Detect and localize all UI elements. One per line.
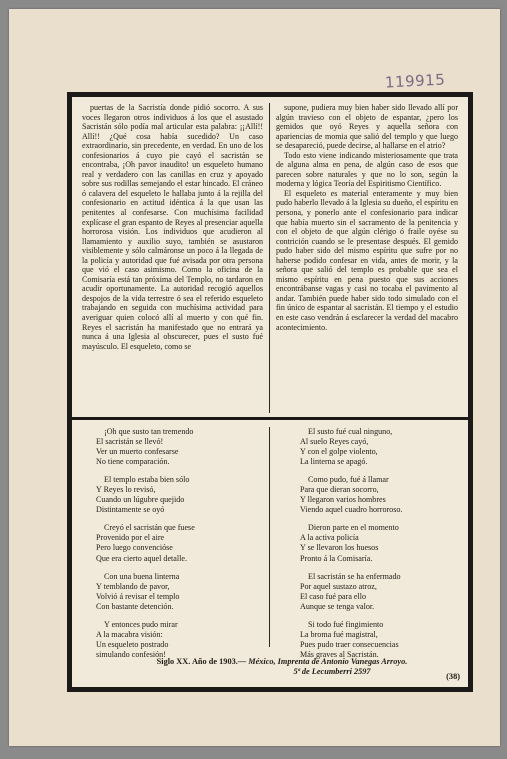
poem-verse: La broma fué magistral,: [300, 629, 378, 639]
prose-section: [78, 103, 462, 413]
page-number: (38): [446, 672, 460, 681]
poem-column-right: [270, 427, 462, 659]
poem-stanza: [96, 572, 269, 612]
poem-verse: Volvió á revisar el templo: [96, 591, 180, 601]
poem-verse: Creyó el sacristán que fuese: [104, 523, 195, 533]
prose-column-left: [78, 103, 270, 413]
poem-verse: Con bastante detención.: [96, 601, 174, 611]
prose-column-right: [270, 103, 462, 413]
poem-verse: Y llegaron varios hombres: [300, 495, 386, 505]
poem-column-left: [78, 427, 270, 659]
poem-verse: Pronto á la Comisaría.: [300, 553, 373, 563]
poem-verse: Como pudo, fué á llamar: [308, 475, 389, 485]
poem-verse: A la macabra visión:: [96, 629, 163, 639]
footer-imprint: México, Imprenta de Antonio Vanegas Arroyo.: [248, 657, 408, 666]
print-frame: [67, 92, 473, 692]
poem-verse: Con una buena linterna: [104, 571, 180, 581]
poem-stanza: [96, 475, 269, 515]
poem-verse: Y entonces pudo mirar: [104, 619, 178, 629]
poem-stanza: [300, 427, 462, 467]
poem-verse: Si todo fué fingimiento: [308, 619, 384, 629]
poem-section: [78, 427, 462, 659]
footer-year: Siglo XX. Año de 1903.—: [156, 657, 247, 666]
poem-verse: Para que dieran socorro,: [300, 485, 379, 495]
poem-verse: Ver un muerto confesarse: [96, 447, 179, 457]
poem-verse: Provenido por el aire: [96, 533, 165, 543]
prose-paragraph: puertas de la Sacristía donde pidió socorro. A sus voces llegaron otros individuos á los que el asustado Sacristán sólo podía mal articular esta palabra: ¡¡Allí!! Allí!! ¿Qué cosa había sucedido? Un caso extraordinario, sin precedente, en verdad. En uno de los confesionarios á cuyo pie cayó el sacristán se encontraba, ¡Oh pavor inaudito! un esqueleto humano real y verdadero con las canillas en cruz y apoyado sobre sus rodillas semejando el estar hincado. El cráneo ó calavera del esqueleto le hallaba junto á la rejilla del confesionario en actitud idéntica á la que usan las penitentes al confesarse. Con muchísima facilidad explícase el gran espanto de Reyes al presenciar aquella horrorosa visión. Los individuos que acudieron al llamamiento y auxilio suyo, también se asustaron visiblemente y sólo calmáronse un poco á la llegada de la policía y autoridad que fué avisada por otra persona que vió el caso asimismo. Como la oficina de la Comisaría está tan próxima del Templo, no tardaron en acudir oportunamente. La autoridad recogió aquellos despojos de la vida terrestre ó sea el referido esqueleto trabajando en seguida con muchísima actividad para averiguar quien colocó allí al muerto y con qué fin. Reyes el sacristán ha manifestado que no entrará ya nunca á una Iglesia al obscurecer, pues el susto fué mayúsculo. El esqueleto, como se: [82, 103, 263, 351]
poem-verse: Y Reyes lo revisó,: [96, 485, 156, 495]
poem-verse: ¡Oh que susto tan tremendo: [104, 427, 194, 436]
poem-verse: El templo estaba bien sólo: [104, 475, 190, 485]
prose-paragraph: Todo esto viene indicando misteriosamente que trata de alguna alma en pena, de algún caso de esos que parecen sobre naturales y que no lo son, según la moderna y lógica Teoría del Espiritismo Científico.: [276, 150, 458, 189]
poem-verse: Pero luego convencióse: [96, 543, 173, 553]
catalog-number: 119915: [384, 70, 446, 92]
prose-paragraph: El esqueleto es material enteramente y muy bien pudo haberlo llevado á la Iglesia su dueño, el espíritu en persona, y ponerlo ante el confesionario para indicar que había muerto sin el sacramento de la penitencia y con el objeto de que algún clérigo ó fraile oyése su contrición cuando se le presentase después. El gemido pudo haber sido del mismo espíritu que sufre por no haberse podido confesar en vida, antes de morir, y la señora que salió del templo es probable que sea el mismo espíritu en pena puesto que sus acciones encontrábanse vagas y casi no tocaba el pavimento al andar. También puede haber sido todo simulado con el fin único de espantar al sacristán. El tiempo y el estudio en este caso vendrán á esclarecer la verdad del macabro acontecimiento.: [276, 188, 458, 332]
poem-verse: La linterna se apagó.: [300, 457, 368, 467]
poem-verse: Que era cierto aquel detalle.: [96, 553, 188, 563]
poem-verse: Más graves al Sacristán.: [300, 649, 379, 659]
poem-verse: Y se llevaron los huesos: [300, 543, 379, 553]
poem-verse: Viendo aquel cuadro horroroso.: [300, 505, 403, 515]
poem-verse: A la activa policía: [300, 533, 359, 543]
poem-stanza: [300, 475, 462, 515]
poem-verse: Cuando un lúgubre quejido: [96, 495, 185, 505]
poem-verse: simulando confesión!: [96, 649, 166, 659]
prose-paragraph: supone, pudiera muy bien haber sido llevado allí por algún travieso con el objeto de espantar, ¿pero los gemidos que oyó Reyes y aquella señora con apariencias de momia que salió del templo y que luego se desapareció, puede decirse, al hallarse en el atrio?: [276, 103, 458, 151]
poem-stanza: [96, 523, 269, 563]
poem-verse: Distintamente se oyó: [96, 505, 165, 515]
footer-address: 5ª de Lecumberri 2597: [293, 667, 371, 676]
poem-verse: Dieron parte en el momento: [308, 523, 399, 533]
poem-verse: Y temblando de pavor,: [96, 581, 170, 591]
poem-verse: Aunque se tenga valor.: [300, 601, 375, 611]
poem-verse: El sacristán se llevó!: [96, 437, 164, 447]
poem-verse: El sacristán se ha enfermado: [308, 571, 401, 581]
poem-verse: Al suelo Reyes cayó,: [300, 437, 369, 447]
poem-verse: Y con el golpe violento,: [300, 447, 378, 457]
poem-verse: No tiene comparación.: [96, 457, 170, 467]
broadsheet-page: [9, 9, 500, 746]
poem-verse: Por aquel sustazo atroz,: [300, 581, 377, 591]
poem-verse: Pues pudo traer consecuencias: [300, 639, 399, 649]
poem-verse: El susto fué cual ninguno,: [308, 427, 393, 436]
poem-stanza: [300, 523, 462, 563]
poem-stanza: [96, 427, 269, 467]
poem-verse: Un esqueleto postrado: [96, 639, 169, 649]
imprint-footer: [112, 657, 452, 681]
poem-stanza: [96, 620, 269, 660]
section-divider: [72, 417, 468, 420]
poem-stanza: [300, 572, 462, 612]
poem-stanza: [300, 620, 462, 660]
poem-verse: El caso fué para ello: [300, 591, 367, 601]
